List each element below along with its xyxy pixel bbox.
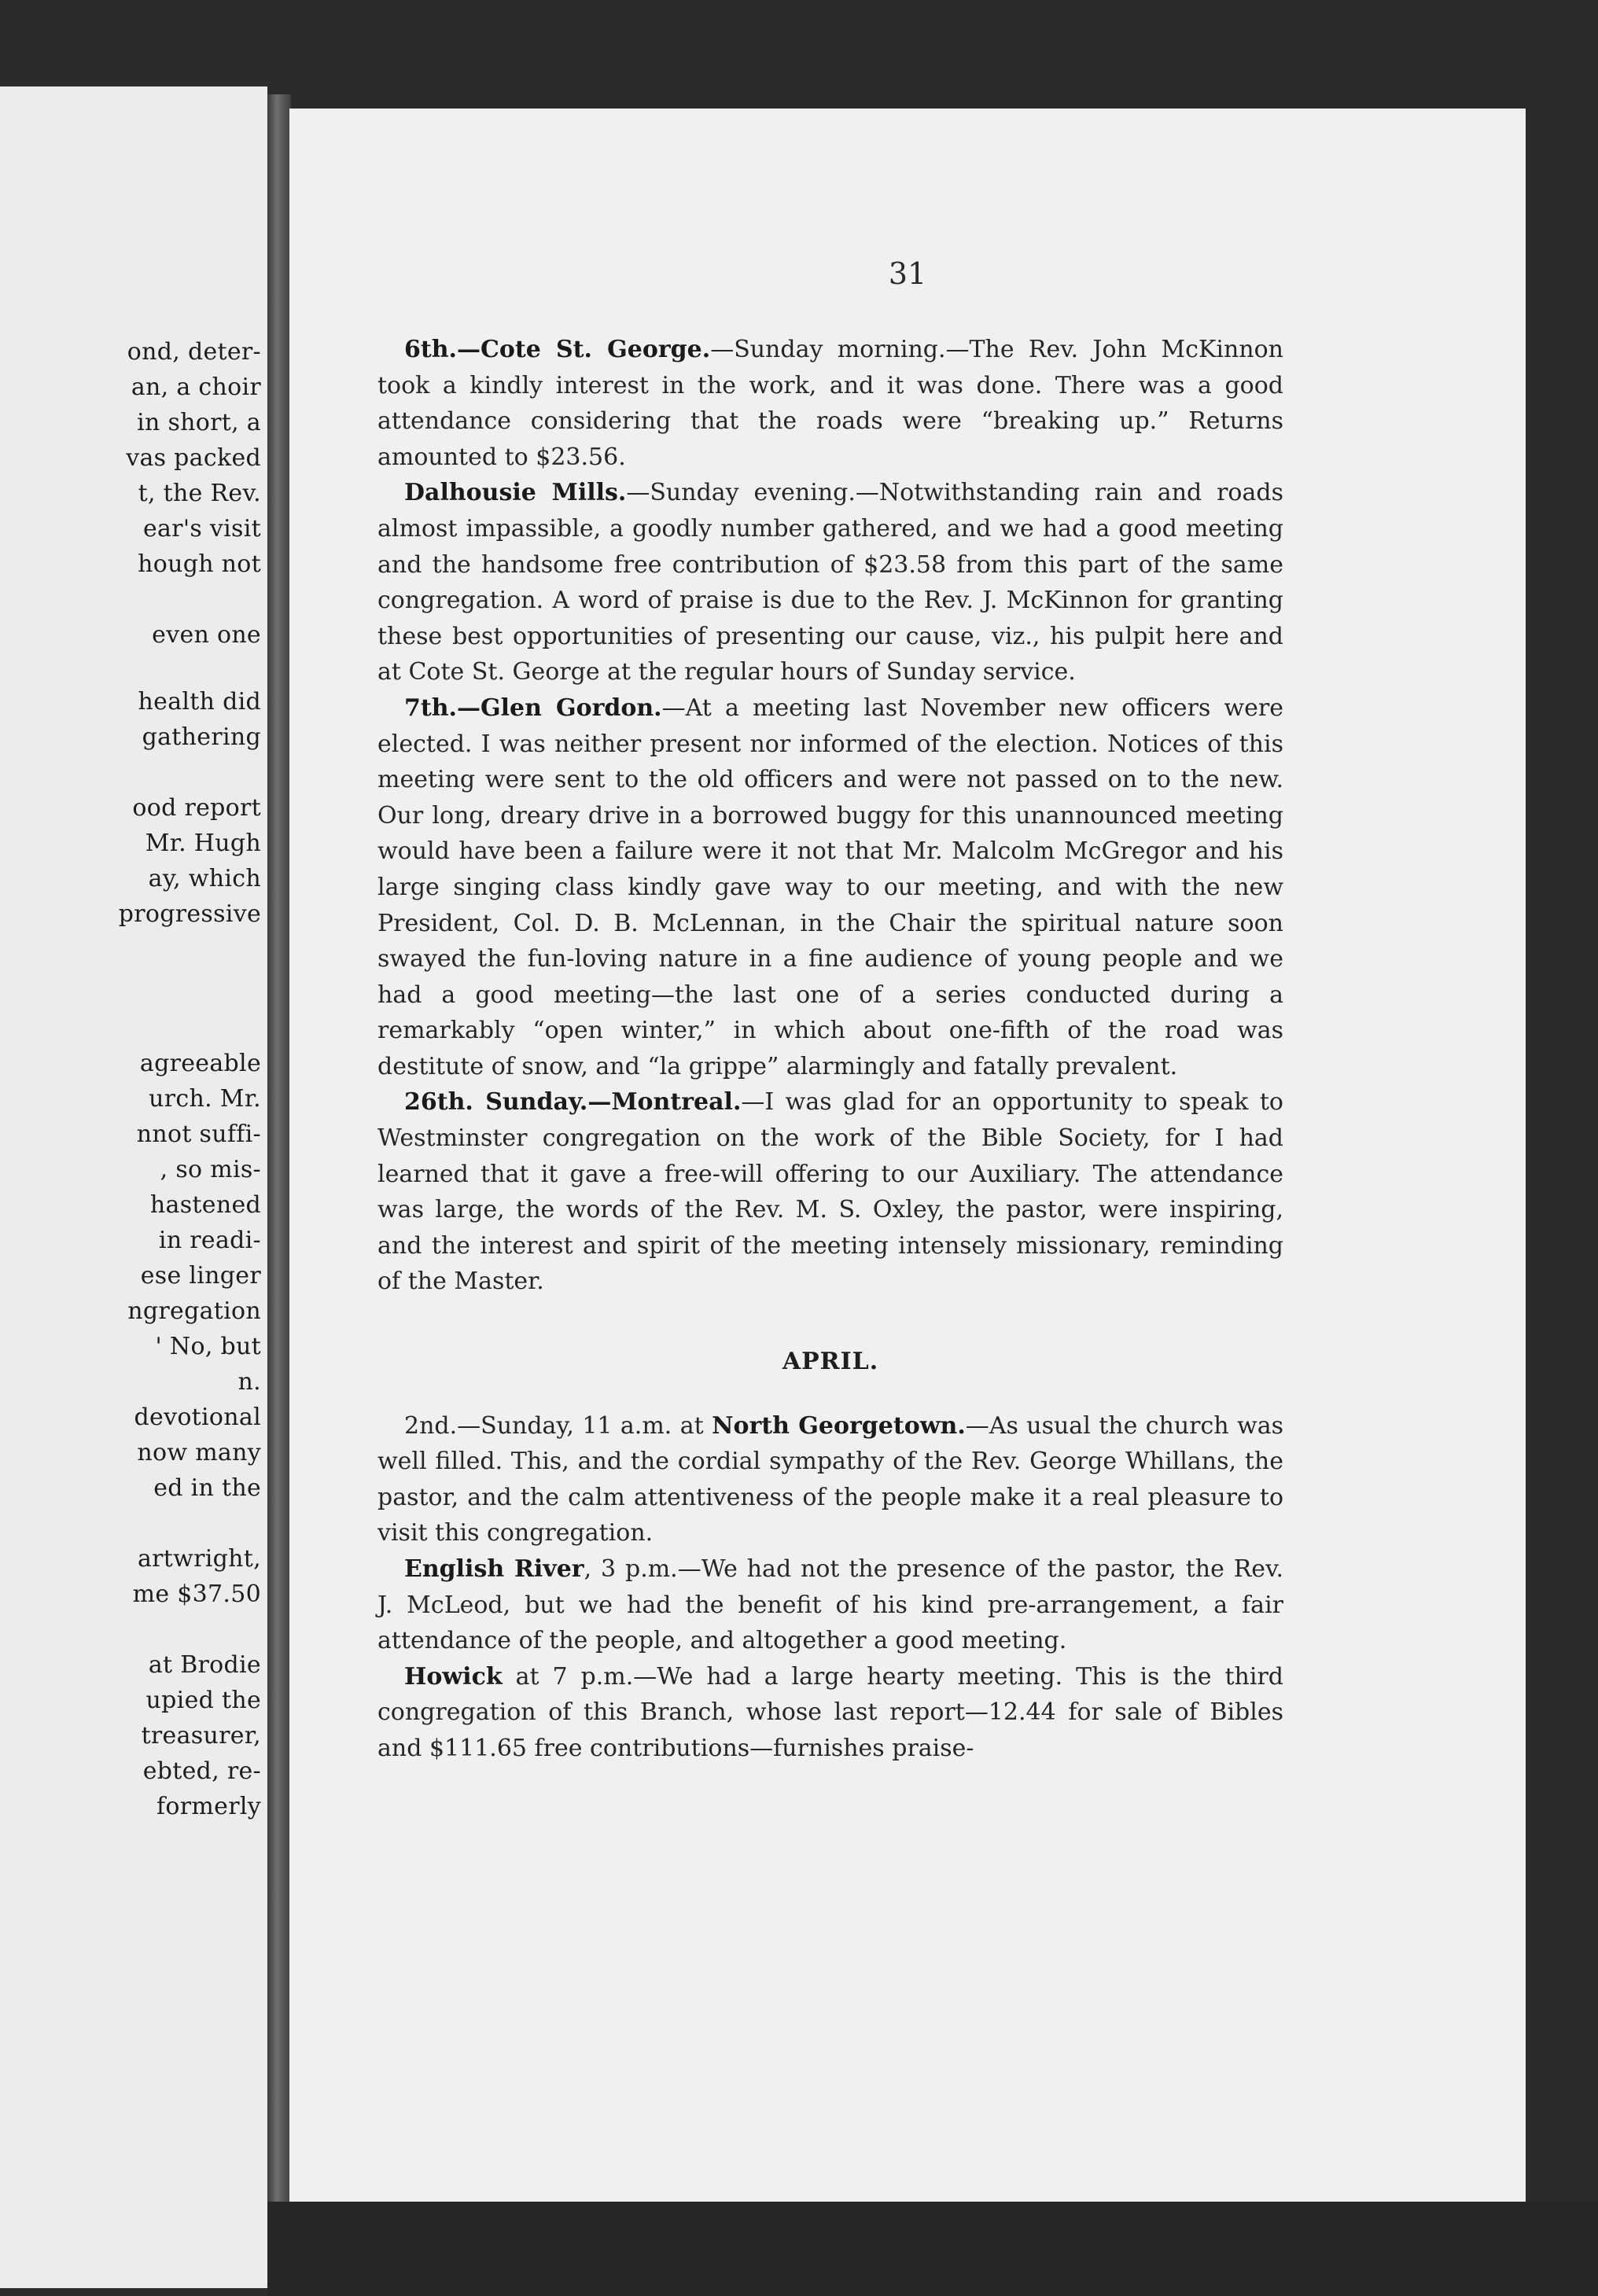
left-page-line: at Brodie bbox=[148, 1651, 261, 1679]
left-page-line: hough not bbox=[138, 550, 261, 578]
paragraph-body: —As usual the church was well filled. This, and the cordial sympathy of the Rev. George Whillans, the pastor, and the calm attentiveness of the people make it a real pleasure to visit this congregation. bbox=[377, 1411, 1283, 1547]
left-page-line: ese linger bbox=[140, 1262, 261, 1290]
left-page-line: agreeable bbox=[139, 1050, 261, 1077]
left-page-line: devotional bbox=[134, 1404, 261, 1431]
section-heading-april: APRIL. bbox=[782, 1348, 879, 1376]
left-page-fragment bbox=[0, 86, 267, 2288]
body-text bbox=[377, 332, 1283, 1767]
left-page-line: ngregation bbox=[127, 1297, 261, 1325]
left-page-text bbox=[0, 86, 267, 2288]
left-page-line: formerly bbox=[156, 1793, 261, 1820]
left-page-line: health did bbox=[138, 688, 261, 716]
book-spine bbox=[267, 94, 291, 2210]
left-page-line: urch. Mr. bbox=[149, 1085, 261, 1113]
left-page-line: gathering bbox=[142, 723, 261, 751]
page-number: 31 bbox=[888, 256, 927, 291]
paragraph-prefix: 2nd.—Sunday, 11 a.m. at bbox=[404, 1411, 712, 1440]
left-page-line: ear's visit bbox=[142, 515, 261, 543]
left-page-line: hastened bbox=[149, 1191, 261, 1219]
left-page-line: ond, deter- bbox=[127, 338, 261, 366]
paragraph-body: —At a meeting last November new officers were elected. I was neither present nor informed of the election. Notices of this meeting were sent to the old officers and were not passed on to the new. Our long, dreary drive in a borrowed buggy for this unannounced meeting would have been a failure were it not that Mr. Malcolm McGregor and his large singing class kindly gave way to our meeting, and with the new President, Col. D. B. McLennan, in the Chair the spiritual nature soon swayed the fun-loving nature in a fine audience of young people and we had a good meeting—the last one of a series conducted during a remarkably “open winter,” in which about one-fifth of the road was destitute of snow, and “la grippe” alarmingly and fatally prevalent. bbox=[377, 694, 1283, 1080]
paragraph-howick bbox=[377, 1659, 1283, 1767]
right-page bbox=[289, 109, 1526, 2202]
paragraph-north-georgetown bbox=[377, 1408, 1283, 1551]
left-page-line: progressive bbox=[118, 900, 261, 928]
left-page-line: , so mis- bbox=[160, 1156, 261, 1183]
paragraph-body: at 7 p.m.—We had a large hearty meeting. This is the third congregation of this Branch, whose last report—12.44 for sale of Bibles and $111.65 free contributions—furnishes praise- bbox=[377, 1662, 1283, 1762]
left-page-line: vas packed bbox=[126, 444, 261, 472]
paragraph-body: —I was glad for an opportunity to speak to Westminster congregation on the work of the Bible Society, for I had learned that it gave a free-will offering to our Auxiliary. The attendance was large, the words of the Rev. M. S. Oxley, the pastor, were inspiring, and the interest and spirit of the meeting intensely missionary, reminding of the Master. bbox=[377, 1088, 1283, 1296]
paragraph-lead: Dalhousie Mills. bbox=[404, 479, 627, 507]
paragraph-lead: 6th.—Cote St. George. bbox=[404, 336, 711, 363]
paragraph-lead: Howick bbox=[404, 1662, 503, 1691]
left-page-line: now many bbox=[137, 1439, 261, 1466]
left-page-line: an, a choir bbox=[131, 373, 261, 401]
paragraph-montreal bbox=[377, 1084, 1283, 1300]
left-page-line: Mr. Hugh bbox=[145, 830, 261, 857]
paragraph-lead: 26th. Sunday.—Montreal. bbox=[404, 1088, 742, 1117]
left-page-line: upied the bbox=[145, 1687, 261, 1714]
left-page-line: nnot suffi- bbox=[136, 1120, 261, 1148]
paragraph-body: —Sunday morning.—The Rev. John McKinnon took a kindly interest in the work, and it was done. There was a good attendance considering that the roads were “breaking up.” Returns amounted to $23.56. bbox=[377, 336, 1283, 471]
paragraph-lead: English River bbox=[404, 1555, 584, 1583]
left-page-line: me $37.50 bbox=[132, 1580, 261, 1608]
left-page-line: ed in the bbox=[153, 1474, 261, 1502]
paragraph-lead: North Georgetown. bbox=[712, 1411, 966, 1440]
left-page-line: artwright, bbox=[137, 1545, 261, 1573]
paragraph-body: , 3 p.m.—We had not the presence of the pastor, the Rev. J. McLeod, but we had the benefit of his kind pre-arrangement, a fair attendance of the people, and altogether a good meeting. bbox=[377, 1555, 1283, 1655]
paragraph-glen-gordon bbox=[377, 690, 1283, 1085]
paragraph-lead: 7th.—Glen Gordon. bbox=[404, 694, 662, 722]
left-page-line: in short, a bbox=[137, 409, 261, 436]
left-page-line: even one bbox=[152, 621, 261, 649]
left-page-line: treasurer, bbox=[141, 1722, 261, 1750]
paragraph-english-river bbox=[377, 1551, 1283, 1659]
left-page-line: t, the Rev. bbox=[138, 480, 261, 507]
left-page-line: in readi- bbox=[158, 1227, 261, 1254]
left-page-line: ebted, re- bbox=[142, 1757, 261, 1785]
left-page-line: ood report bbox=[132, 794, 261, 822]
left-page-line: ay, which bbox=[148, 865, 261, 892]
paragraph-body: —Sunday evening.—Notwithstanding rain and roads almost impassible, a goodly number gathered, and we had a good meeting and the handsome free contribution of $23.58 from this part of the same congregation. A word of praise is due to the Rev. J. McKinnon for granting these best opportunities of presenting our cause, viz., his pulpit here and at Cote St. George at the regular hours of Sunday service. bbox=[377, 479, 1283, 686]
paragraph-cote-st-george bbox=[377, 332, 1283, 475]
left-page-line: ' No, but bbox=[155, 1333, 261, 1360]
scan-background bbox=[267, 2202, 1598, 2296]
paragraph-dalhousie-mills bbox=[377, 475, 1283, 690]
left-page-line: n. bbox=[237, 1368, 261, 1396]
